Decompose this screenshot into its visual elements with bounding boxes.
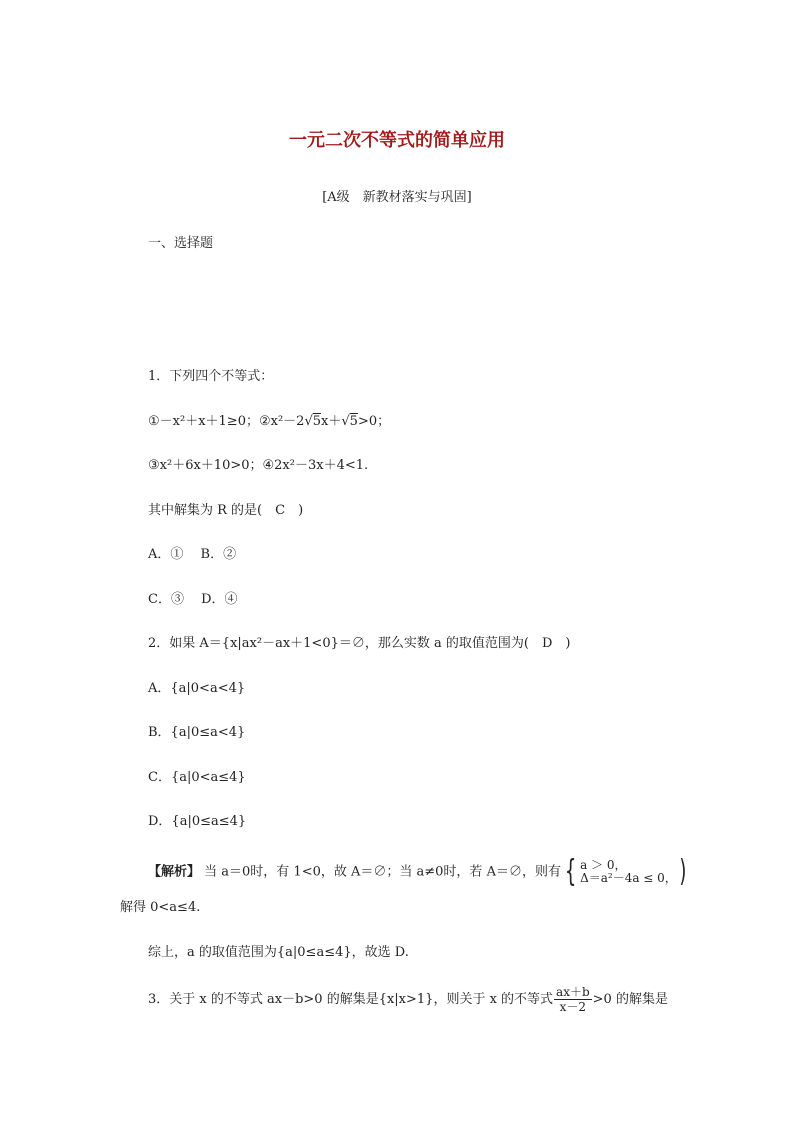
q1-question: 其中解集为 R 的是( C ) xyxy=(148,503,304,518)
q2-solve: 解得 0<a≤4. xyxy=(120,900,201,915)
q2-option-d: D．{a|0≤a≤4} xyxy=(148,814,247,829)
q2-stem: 2．如果 A＝{x|ax²－ax＋1<0}＝∅，那么实数 a 的取值范围为( D ) xyxy=(148,636,571,651)
q2-analysis xyxy=(148,854,689,889)
right-brace: ) xyxy=(679,854,687,889)
q3-stem xyxy=(148,983,668,1017)
q3-stem-part-b: >0 的解集是 xyxy=(592,992,668,1007)
fraction-denominator: x－2 xyxy=(559,1000,587,1014)
analysis-tag: 【解析】 xyxy=(148,864,201,880)
q2-option-c: C．{a|0<a≤4} xyxy=(148,770,246,785)
q1-line1-radicand-2: 5 xyxy=(349,414,358,429)
q1-line1-part-c: >0； xyxy=(357,414,391,429)
q2-summary: 综上，a 的取值范围为{a|0≤a≤4}，故选 D. xyxy=(148,945,409,960)
section-heading: 一、选择题 xyxy=(148,236,214,251)
page-title: 一元二次不等式的简单应用 xyxy=(289,130,505,151)
q2-option-b: B．{a|0≤a<4} xyxy=(148,725,246,740)
fraction-numerator: ax＋b xyxy=(556,985,590,999)
q1-line1-part-b: x＋ xyxy=(321,414,342,429)
q3-fraction xyxy=(554,985,592,1014)
q1-line1-radicand-1: 5 xyxy=(312,414,322,429)
inequality-system xyxy=(580,859,677,885)
q1-inequalities-line1 xyxy=(148,414,390,430)
q3-stem-part-a: 3．关于 x 的不等式 ax－b>0 的解集是{x|x>1}，则关于 x 的不等式 xyxy=(148,992,554,1007)
system-line-1: a ＞ 0， xyxy=(580,858,627,872)
q2-option-a: A．{a|0<a<4} xyxy=(148,681,246,696)
sqrt-symbol: √ xyxy=(341,414,350,429)
system-line-2: Δ＝a²－4a ≤ 0， xyxy=(580,871,677,885)
left-brace: { xyxy=(564,854,577,889)
q1-line1-part-a: ①－x²＋x＋1≥0；②x²－2 xyxy=(148,414,305,429)
q1-stem: 1．下列四个不等式： xyxy=(148,369,274,384)
analysis-text: 当 a＝0时，有 1<0，故 A＝∅；当 a≠0时，若 A＝∅，则有 xyxy=(200,864,561,880)
q1-inequalities-line2: ③x²＋6x＋10>0；④2x²－3x＋4<1. xyxy=(148,458,369,473)
level-subtitle: [A级 新教材落实与巩固] xyxy=(322,190,472,205)
sqrt-symbol: √ xyxy=(304,414,313,429)
q1-options-ab: A．① B．② xyxy=(148,547,237,562)
q1-options-cd: C．③ D．④ xyxy=(148,592,238,607)
